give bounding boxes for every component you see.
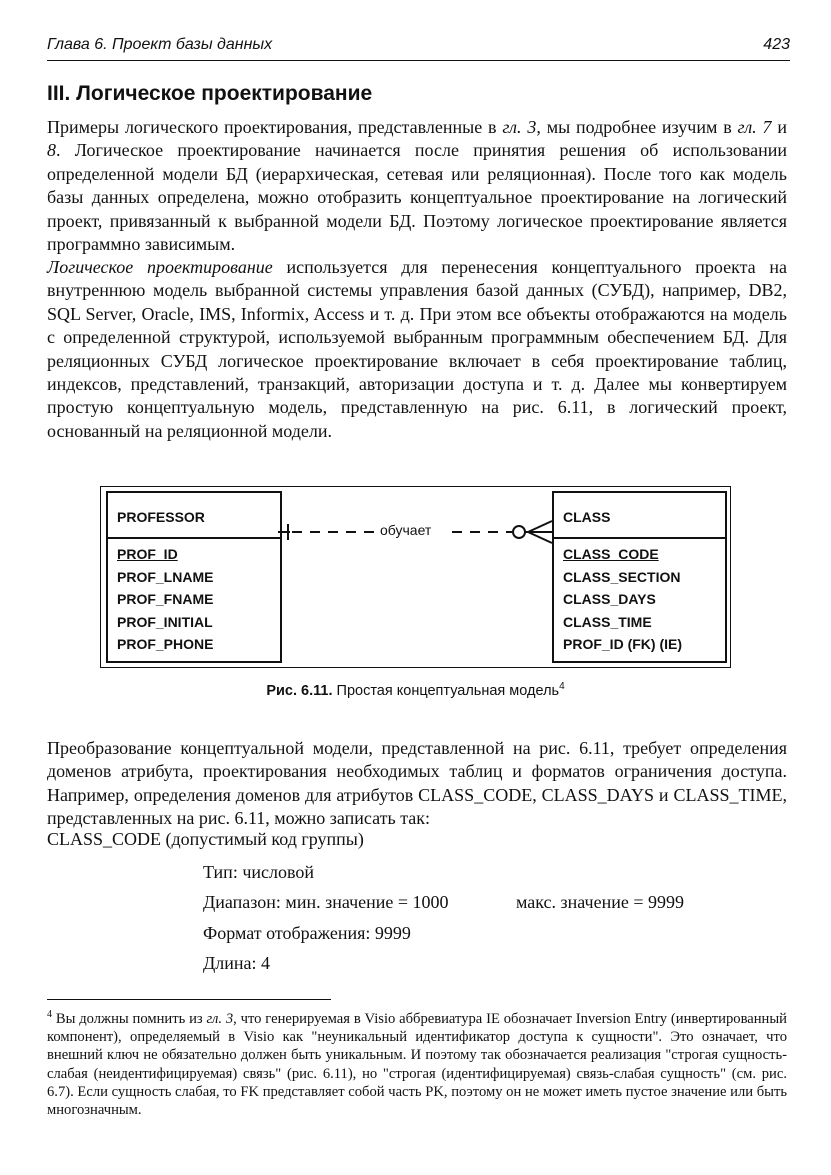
para2-text: используется для перенесения концептуального проекта на внутреннюю модель выбранной системы управления базой данных (СУБД), например, DB2, SQL Server, Oracle, IMS, Informix, Access и т. д. При этом все объекты отображаются на модель с определенной структурой, используемой выбранным программным обеспечением БД. Для реляционных СУБД логическое проектирование включает в себя проектирование таблиц, индексов, представлений, транзакций, авторизации доступа и т. д. Далее мы конвертируем простую концептуальную модель, представленную на рис. 6.11, в логический проект, основанный на реляционной модели. xyxy=(47,257,787,441)
paragraph-logical-design-definition xyxy=(47,256,787,443)
footnote-text-b: , что генерируемая в Visio аббревиатура IE обозначает Inversion Entry (инвертированный компонент), определяемый в Visio как "неуникальный идентификатор доступа к сущности". Это означает, что внешний ключ не обязательно должен быть уникальным. И поэтому так обозначается реализация "строгая сущность-слабая (неидентифицируемая) связь" (рис. 6.11), но "строгая (идентифицируемая) связь-слабая сущность" (см. рис. 6.7). Если сущность слабая, то FK представляет собой часть PK, поэтому он не может иметь пустое значение или быть многозначным. xyxy=(47,1011,787,1119)
figure-caption xyxy=(0,683,831,699)
footnote-divider xyxy=(47,999,331,1000)
domain-range-max: макс. значение = 9999 xyxy=(516,892,685,912)
chapter-ref-7: гл. 7 xyxy=(737,117,772,137)
figure-caption-text: Простая концептуальная модель xyxy=(332,683,560,699)
footnote-text-a: Вы должны помнить из xyxy=(52,1011,207,1027)
entity-divider xyxy=(554,537,725,539)
footnote xyxy=(47,1010,787,1119)
attribute: PROF_LNAME xyxy=(117,568,214,585)
er-diagram xyxy=(100,486,731,668)
footnote-mark: 4 xyxy=(559,681,565,693)
attribute: CLASS_TIME xyxy=(563,613,652,630)
para1-text-d: . Логическое проектирование начинается после принятия решения об использовании определенной модели БД (иерархическая, сетевая или реляционная). После того как модель базы данных определена, можно отобразить концептуальное проектирование на логический проект, привязанный к выбранной модели БД. Поэтому логическое проектирование является программно зависимым. xyxy=(47,140,787,255)
crows-foot-icon xyxy=(528,521,552,532)
domain-length: Длина: 4 xyxy=(203,953,271,973)
entity-class xyxy=(552,491,727,663)
domain-type: Тип: числовой xyxy=(203,862,314,882)
attribute-list-class xyxy=(563,543,682,656)
entity-name-class: CLASS xyxy=(563,509,611,525)
chapter-ref-3: гл. 3 xyxy=(502,117,537,137)
entity-name-professor: PROFESSOR xyxy=(117,509,205,525)
para1-text-b: , мы подробнее изучим в xyxy=(536,117,738,137)
attribute-list-professor xyxy=(117,543,213,656)
attribute: PROF_ID (FK) (IE) xyxy=(563,636,682,652)
primary-key-label: PROF_ID xyxy=(117,546,178,562)
running-header xyxy=(47,36,790,61)
domain-format: Формат отображения: 9999 xyxy=(203,923,411,943)
chapter-title: Глава 6. Проект базы данных xyxy=(47,36,273,53)
attribute: CLASS_SECTION xyxy=(563,568,681,585)
section-heading: III. Логическое проектирование xyxy=(47,82,373,105)
zero-optional-icon xyxy=(513,526,525,538)
entity-professor xyxy=(106,491,282,663)
footnote-chapter-ref: гл. 3 xyxy=(206,1011,234,1027)
primary-key-attribute xyxy=(563,543,682,566)
entity-divider xyxy=(108,537,280,539)
para1-text-c: и xyxy=(771,117,788,137)
page-number: 423 xyxy=(763,36,790,53)
figure-label: Рис. 6.11. xyxy=(266,683,333,699)
relationship-label: обучает xyxy=(380,522,432,538)
attribute: PROF_FNAME xyxy=(117,591,214,607)
domain-range-min: Диапазон: мин. значение = 1000 xyxy=(203,892,449,912)
chapter-ref-8: 8 xyxy=(47,140,56,161)
attribute: CLASS_DAYS xyxy=(563,591,656,607)
primary-key-label: CLASS_CODE xyxy=(563,546,659,562)
term-logical-design: Логическое проектирование xyxy=(47,257,273,277)
domain-definition-label: CLASS_CODE (допустимый код группы) xyxy=(47,829,364,849)
para1-text-a: Примеры логического проектирования, представленные в xyxy=(47,117,503,137)
attribute: PROF_INITIAL xyxy=(117,613,213,630)
attribute: PROF_PHONE xyxy=(117,636,214,652)
relationship-teaches xyxy=(278,517,554,547)
primary-key-attribute xyxy=(117,543,213,566)
domain-range xyxy=(203,892,685,913)
footnote-number: 4 xyxy=(47,1009,52,1021)
paragraph-domain-definitions: Преобразование концептуальной модели, представленной на рис. 6.11, требует определения доменов атрибута, проектирования необходимых таблиц и форматов ограничения доступа. Например, определения доменов для атрибутов CLASS_CODE, CLASS_DAYS и CLASS_TIME, представленных на рис. 6.11, можно записать так: xyxy=(47,738,787,829)
paragraph-logical-design-intro xyxy=(47,116,787,256)
